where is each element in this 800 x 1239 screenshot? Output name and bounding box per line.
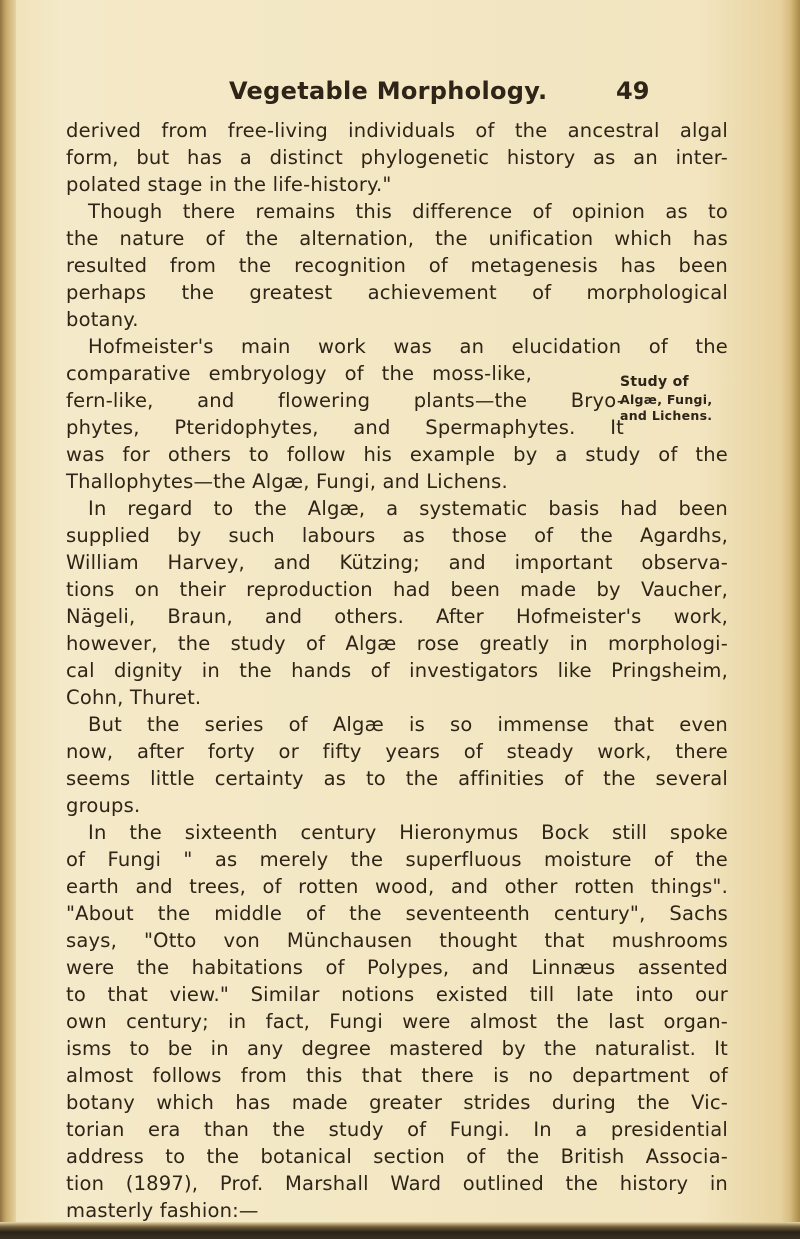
text-line: says, "Otto von Münchausen thought that mushrooms [66,929,728,952]
text-line: was for others to follow his example by a study of the [66,443,728,466]
text-line: Thallophytes—the Algæ, Fungi, and Lichens. [66,470,508,493]
text-line: Hofmeister's main work was an elucidation of the [88,335,728,358]
text-line: resulted from the recognition of metagenesis has been [66,254,728,277]
text-line: to that view." Similar notions existed till late into our [66,983,728,1006]
page-bottom-edge [0,1222,800,1239]
page-edge [790,0,800,1239]
margin-note: Algæ, Fungi, [620,392,713,407]
text-line: But the series of Algæ is so immense that even [88,713,728,736]
text-line: In the sixteenth century Hieronymus Bock still spoke [88,821,728,844]
text-line: now, after forty or fifty years of steady work, there [66,740,728,763]
margin-note: and Lichens. [620,408,713,423]
text-line: botany which has made greater strides during the Vic- [66,1091,728,1114]
text-line: however, the study of Algæ rose greatly in morphologi- [66,632,728,655]
text-line: polated stage in the life-history." [66,173,392,196]
text-line: tions on their reproduction had been made by Vaucher, [66,578,728,601]
text-line: tion (1897), Prof. Marshall Ward outlined the history in [66,1172,728,1195]
text-line: masterly fashion:— [66,1199,259,1222]
text-line: fern-like, and flowering plants—the Bryo- [66,389,624,412]
text-line: own century; in fact, Fungi were almost the last organ- [66,1010,728,1033]
text-line: address to the botanical section of the British Associa- [66,1145,728,1168]
text-line: earth and trees, of rotten wood, and other rotten things". [66,875,728,898]
text-line: Though there remains this difference of opinion as to [88,200,728,223]
text-line: form, but has a distinct phylogenetic history as an inter- [66,146,728,169]
text-line: were the habitations of Polypes, and Linnæus assented [66,956,728,979]
text-line: comparative embryology of the moss-like, [66,362,532,385]
text-line: Nägeli, Braun, and others. After Hofmeister's work, [66,605,728,628]
text-line: groups. [66,794,141,817]
page-number: 49 [616,77,650,105]
text-line: derived from free-living individuals of the ancestral algal [66,119,728,142]
text-line: of Fungi " as merely the superfluous moisture of the [66,848,728,871]
text-line: the nature of the alternation, the unification which has [66,227,728,250]
text-line: William Harvey, and Kützing; and important observa- [66,551,728,574]
text-line: supplied by such labours as those of the Agardhs, [66,524,728,547]
running-title: Vegetable Morphology. [229,77,548,105]
margin-note: Study of [620,374,689,390]
text-line: seems little certainty as to the affinities of the several [66,767,728,790]
text-line: "About the middle of the seventeenth century", Sachs [66,902,728,925]
page-binding-shadow [0,0,16,1239]
text-line: botany. [66,308,139,331]
text-line: almost follows from this that there is no department of [66,1064,728,1087]
text-line: torian era than the study of Fungi. In a presidential [66,1118,728,1141]
text-line: cal dignity in the hands of investigators like Pringsheim, [66,659,728,682]
text-line: perhaps the greatest achievement of morphological [66,281,728,304]
text-line: isms to be in any degree mastered by the naturalist. It [66,1037,728,1060]
text-line: phytes, Pteridophytes, and Spermaphytes. It [66,416,624,439]
text-line: In regard to the Algæ, a systematic basis had been [88,497,728,520]
text-line: Cohn, Thuret. [66,686,202,709]
